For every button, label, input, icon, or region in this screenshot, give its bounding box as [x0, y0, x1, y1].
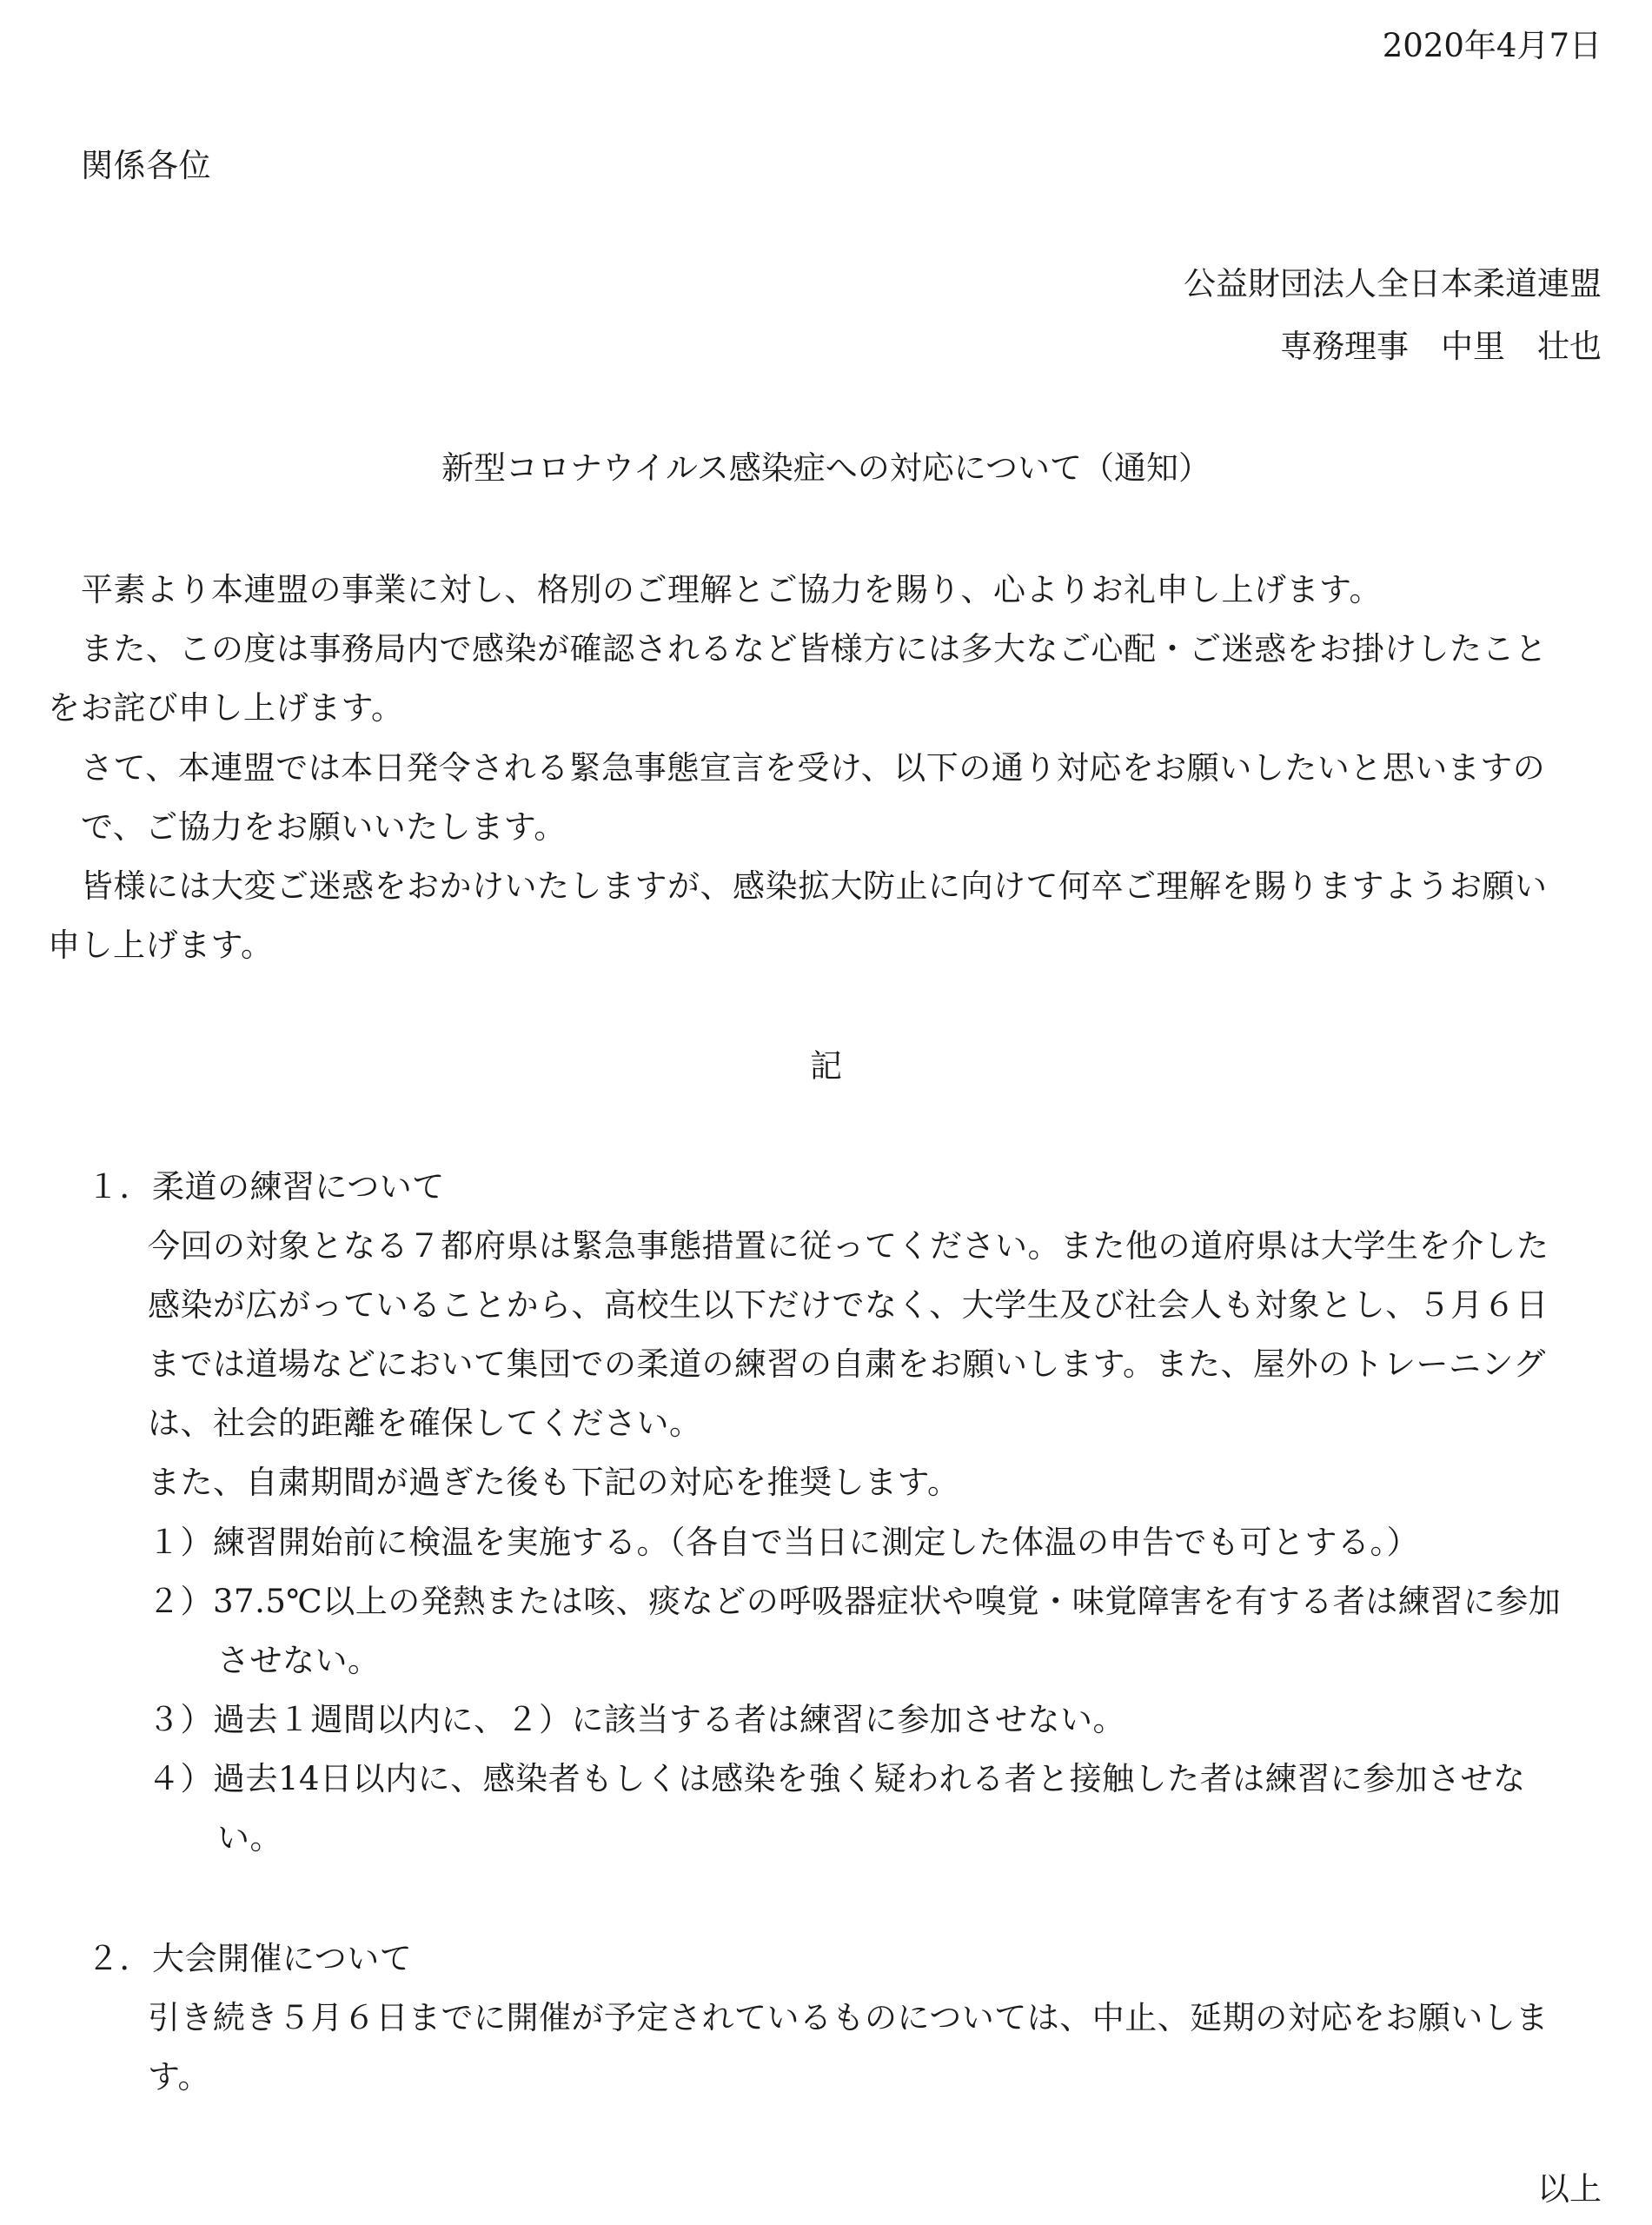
section-1-item-1: １）練習開始前に検温を実施する。（各自で当日に測定した体温の申告でも可とする。）: [148, 1524, 1419, 1561]
intro-paragraph-2-line-1: また、この度は事務局内で感染が確認されるなど皆様方には多大なご心配・ご迷惑をお掛けしたこと: [81, 630, 1548, 668]
intro-paragraph-4-line-1: 皆様には大変ご迷惑をおかけいたしますが、感染拡大防止に向けて何卒ご理解を賜りますようお願い: [81, 867, 1548, 905]
section-1-item-4-line-1: ４）過去14日以内に、感染者もしくは感染を強く疑われる者と接触した者は練習に参加させな: [148, 1760, 1526, 1797]
section-1-body-line-3: までは道場などにおいて集団での柔道の練習の自粛をお願いします。また、屋外のトレーニング: [148, 1345, 1546, 1383]
section-2-heading: ２．大会開催について: [87, 1940, 413, 1977]
section-1-item-2-line-1: ２）37.5℃以上の発熱または咳、痰などの呼吸器症状や嗅覚・味覚障害を有する者は練習に参加: [148, 1583, 1562, 1620]
section-1-item-4-line-2: い。: [217, 1819, 282, 1856]
intro-paragraph-3-line-2: で、ご協力をお願いいたします。: [81, 808, 567, 846]
recipient: 関係各位: [81, 147, 211, 184]
sender-organization: 公益財団法人全日本柔道連盟: [1184, 265, 1602, 302]
section-1-body-line-2: 感染が広がっていることから、高校生以下だけでなく、大学生及び社会人も対象とし、５月６日: [148, 1286, 1549, 1324]
ki-marker: 記: [810, 1047, 842, 1085]
document-title: 新型コロナウイルス感染症への対応について（通知）: [441, 449, 1211, 487]
closing-ijo: 以上: [1537, 2170, 1602, 2208]
intro-paragraph-3-line-1: さて、本連盟では本日発令される緊急事態宣言を受け、以下の通り対応をお願いしたいと思いますの: [81, 749, 1546, 787]
section-2-body-line-1: 引き続き５月６日までに開催が予定されているものについては、中止、延期の対応をお願いしま: [148, 1999, 1549, 2036]
intro-paragraph-2-line-2: をお詫び申し上げます。: [48, 689, 404, 727]
section-1-item-3: ３）過去１週間以内に、２）に該当する者は練習に参加させない。: [148, 1701, 1125, 1738]
section-1-body-line-1: 今回の対象となる７都府県は緊急事態措置に従ってください。また他の道府県は大学生を介した: [148, 1227, 1549, 1265]
section-1-body-line-5: また、自粛期間が過ぎた後も下記の対応を推奨します。: [148, 1464, 960, 1501]
document-date: 2020年4月7日: [1382, 27, 1602, 64]
section-2-body-line-2: す。: [148, 2058, 211, 2095]
intro-paragraph-1: 平素より本連盟の事業に対し、格別のご理解とご協力を賜り、心よりお礼申し上げます。: [81, 571, 1383, 608]
section-1-item-2-line-2: させない。: [217, 1642, 381, 1679]
intro-paragraph-4-line-2: 申し上げます。: [48, 927, 274, 964]
section-1-body-line-4: は、社会的距離を確保してください。: [148, 1405, 702, 1442]
section-1-heading: １．柔道の練習について: [87, 1168, 445, 1205]
sender-person: 専務理事 中里 壮也: [1280, 328, 1602, 365]
